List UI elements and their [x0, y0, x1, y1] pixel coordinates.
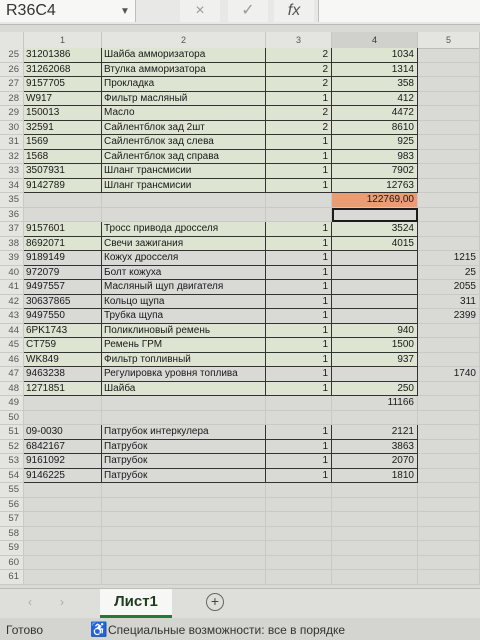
cell[interactable]	[24, 483, 102, 498]
cell[interactable]: 2	[266, 48, 332, 63]
table-row	[0, 309, 480, 324]
cell[interactable]: 311	[418, 295, 480, 310]
table-row	[0, 382, 480, 397]
selected-cell[interactable]	[332, 208, 418, 223]
row-header[interactable]: 55	[0, 483, 24, 498]
cell[interactable]: 3863	[332, 440, 418, 455]
cell[interactable]: Патрубок	[102, 454, 266, 469]
row-header[interactable]: 29	[0, 106, 24, 121]
sheet-tab-bar	[0, 588, 480, 619]
cell[interactable]	[266, 527, 332, 542]
cell[interactable]: 1	[266, 280, 332, 295]
row-header[interactable]: 38	[0, 237, 24, 252]
cell[interactable]: 12763	[332, 179, 418, 194]
cell[interactable]: 1	[266, 150, 332, 165]
cell[interactable]	[24, 193, 102, 208]
table-row	[0, 498, 480, 513]
cell[interactable]: Сайлентблок зад слева	[102, 135, 266, 150]
cell[interactable]	[418, 541, 480, 556]
cell[interactable]: 2	[266, 106, 332, 121]
row-header[interactable]: 46	[0, 353, 24, 368]
cell[interactable]	[332, 251, 418, 266]
cell[interactable]	[418, 208, 480, 223]
status-bar	[0, 618, 480, 640]
cell[interactable]	[102, 541, 266, 556]
table-row	[0, 527, 480, 542]
cell[interactable]	[266, 396, 332, 411]
cell[interactable]	[418, 179, 480, 194]
cell[interactable]: 2	[266, 121, 332, 136]
cell[interactable]: 1	[266, 222, 332, 237]
cell[interactable]: Прокладка	[102, 77, 266, 92]
cell[interactable]: 4472	[332, 106, 418, 121]
cell[interactable]: Фильтр масляный	[102, 92, 266, 107]
row-header[interactable]: 37	[0, 222, 24, 237]
cell[interactable]: 2121	[332, 425, 418, 440]
cell[interactable]	[418, 556, 480, 571]
table-row	[0, 150, 480, 165]
cell[interactable]: Поликлиновый ремень	[102, 324, 266, 339]
cell[interactable]: 1500	[332, 338, 418, 353]
cell[interactable]	[418, 193, 480, 208]
cell[interactable]	[418, 150, 480, 165]
table-row	[0, 251, 480, 266]
table-row	[0, 280, 480, 295]
cell[interactable]: 1	[266, 382, 332, 397]
row-header[interactable]: 43	[0, 309, 24, 324]
cell[interactable]	[418, 237, 480, 252]
table-row	[0, 106, 480, 121]
cell[interactable]	[332, 556, 418, 571]
cell[interactable]	[418, 440, 480, 455]
cell[interactable]: Шланг трансмисии	[102, 179, 266, 194]
cell[interactable]: 2	[266, 63, 332, 78]
cell[interactable]	[266, 411, 332, 426]
cell[interactable]	[418, 338, 480, 353]
cell[interactable]: 1314	[332, 63, 418, 78]
cell[interactable]	[266, 512, 332, 527]
cell[interactable]	[332, 309, 418, 324]
column-header[interactable]: 4	[332, 32, 418, 48]
cell[interactable]: 3524	[332, 222, 418, 237]
cell[interactable]	[102, 208, 266, 223]
cell[interactable]	[266, 556, 332, 571]
cell[interactable]: 2	[266, 77, 332, 92]
cell[interactable]: 7902	[332, 164, 418, 179]
row-header[interactable]: 57	[0, 512, 24, 527]
cell[interactable]: 8692071	[24, 237, 102, 252]
cell[interactable]	[418, 469, 480, 484]
row-header[interactable]: 50	[0, 411, 24, 426]
cell[interactable]	[418, 512, 480, 527]
cell[interactable]: 1215	[418, 251, 480, 266]
row-header[interactable]: 52	[0, 440, 24, 455]
cell[interactable]	[418, 106, 480, 121]
cell[interactable]	[24, 411, 102, 426]
table-row	[0, 396, 480, 411]
cell[interactable]: Трубка щупа	[102, 309, 266, 324]
row-header[interactable]: 56	[0, 498, 24, 513]
cell[interactable]: Шланг трансмисии	[102, 164, 266, 179]
cell[interactable]: 1	[266, 469, 332, 484]
cell[interactable]: 1271851	[24, 382, 102, 397]
cell[interactable]	[332, 512, 418, 527]
row-header[interactable]: 51	[0, 425, 24, 440]
row-header[interactable]: 26	[0, 63, 24, 78]
table-row	[0, 338, 480, 353]
cell[interactable]: 1	[266, 179, 332, 194]
row-header[interactable]: 39	[0, 251, 24, 266]
cell[interactable]	[102, 512, 266, 527]
cell[interactable]: 1569	[24, 135, 102, 150]
row-header[interactable]: 42	[0, 295, 24, 310]
cell[interactable]	[418, 77, 480, 92]
cell[interactable]: W917	[24, 92, 102, 107]
cell[interactable]: Сайлентблок зад справа	[102, 150, 266, 165]
row-header[interactable]: 53	[0, 454, 24, 469]
cell[interactable]: Кожух дросселя	[102, 251, 266, 266]
cell[interactable]: 1568	[24, 150, 102, 165]
table-row	[0, 440, 480, 455]
cell[interactable]: 25	[418, 266, 480, 281]
cell[interactable]	[102, 556, 266, 571]
cell[interactable]: 972079	[24, 266, 102, 281]
cell[interactable]: 1	[266, 324, 332, 339]
row-header[interactable]: 60	[0, 556, 24, 571]
cell[interactable]: Фильтр топливный	[102, 353, 266, 368]
cell[interactable]	[418, 92, 480, 107]
cell[interactable]	[24, 512, 102, 527]
row-header[interactable]: 34	[0, 179, 24, 194]
cell[interactable]	[102, 411, 266, 426]
cell[interactable]: Тросс привода дросселя	[102, 222, 266, 237]
table-row	[0, 179, 480, 194]
table-row	[0, 454, 480, 469]
accessibility-icon[interactable]: ♿	[90, 621, 108, 637]
cell[interactable]: 940	[332, 324, 418, 339]
table-row	[0, 367, 480, 382]
chevron-down-icon[interactable]: ▼	[120, 6, 130, 17]
cell[interactable]: 9497557	[24, 280, 102, 295]
cell[interactable]: Ремень ГРМ	[102, 338, 266, 353]
cell[interactable]: 2399	[418, 309, 480, 324]
table-row	[0, 48, 480, 63]
cell[interactable]: 1	[266, 266, 332, 281]
row-header[interactable]: 40	[0, 266, 24, 281]
cell[interactable]: Масляный щуп двигателя	[102, 280, 266, 295]
cell[interactable]: Болт кожуха	[102, 266, 266, 281]
cell[interactable]: Свечи зажигания	[102, 237, 266, 252]
table-row	[0, 237, 480, 252]
cell[interactable]: Патрубок интеркулера	[102, 425, 266, 440]
select-all-corner[interactable]	[0, 32, 24, 48]
cell[interactable]: 358	[332, 77, 418, 92]
cell[interactable]: 9497550	[24, 309, 102, 324]
cell[interactable]	[418, 411, 480, 426]
cell[interactable]: 250	[332, 382, 418, 397]
enter-icon[interactable]: ✓	[228, 0, 268, 22]
cell[interactable]	[418, 498, 480, 513]
table-row	[0, 121, 480, 136]
table-row	[0, 483, 480, 498]
cell[interactable]: 9189149	[24, 251, 102, 266]
cell[interactable]: Патрубок	[102, 469, 266, 484]
row-header[interactable]: 54	[0, 469, 24, 484]
cell[interactable]	[102, 396, 266, 411]
row-header[interactable]: 33	[0, 164, 24, 179]
cell[interactable]	[418, 121, 480, 136]
cell[interactable]: 9161092	[24, 454, 102, 469]
cell[interactable]: 150013	[24, 106, 102, 121]
cell[interactable]	[266, 208, 332, 223]
cell[interactable]	[102, 570, 266, 585]
cell[interactable]: 1	[266, 135, 332, 150]
cell[interactable]: 32591	[24, 121, 102, 136]
cell[interactable]: 2055	[418, 280, 480, 295]
cell[interactable]: 1	[266, 454, 332, 469]
formula-input[interactable]	[318, 0, 480, 22]
column-header[interactable]: 1	[24, 32, 102, 48]
cell[interactable]	[24, 556, 102, 571]
cell[interactable]: 1	[266, 353, 332, 368]
table-row	[0, 208, 480, 223]
column-header[interactable]: 5	[418, 32, 480, 48]
chevron-left-icon[interactable]: ‹	[28, 595, 32, 609]
cell[interactable]	[418, 63, 480, 78]
cell[interactable]: Втулка амморизатора	[102, 63, 266, 78]
cell[interactable]: 1810	[332, 469, 418, 484]
cell[interactable]: Патрубок	[102, 440, 266, 455]
cell[interactable]: Кольцо щупа	[102, 295, 266, 310]
cell[interactable]: 4015	[332, 237, 418, 252]
table-row	[0, 77, 480, 92]
table-row	[0, 570, 480, 585]
table-row	[0, 512, 480, 527]
cell[interactable]: 925	[332, 135, 418, 150]
cell[interactable]: 31201386	[24, 48, 102, 63]
table-row	[0, 92, 480, 107]
formula-bar	[0, 0, 480, 25]
table-row	[0, 63, 480, 78]
cell[interactable]	[418, 164, 480, 179]
row-header[interactable]: 35	[0, 193, 24, 208]
row-header[interactable]: 58	[0, 527, 24, 542]
cell[interactable]	[418, 382, 480, 397]
cell[interactable]	[24, 498, 102, 513]
cell[interactable]	[418, 324, 480, 339]
cell[interactable]: 1	[266, 164, 332, 179]
cell[interactable]	[332, 527, 418, 542]
cell[interactable]	[418, 353, 480, 368]
cell[interactable]	[266, 498, 332, 513]
cell[interactable]	[332, 266, 418, 281]
column-header[interactable]: 2	[102, 32, 266, 48]
table-row	[0, 266, 480, 281]
cell[interactable]	[332, 570, 418, 585]
cell[interactable]: 1	[266, 367, 332, 382]
cell[interactable]: 30637865	[24, 295, 102, 310]
cell[interactable]	[418, 483, 480, 498]
cell[interactable]: 11166	[332, 396, 418, 411]
cell[interactable]: 9463238	[24, 367, 102, 382]
cell[interactable]: Масло	[102, 106, 266, 121]
cell[interactable]: 9146225	[24, 469, 102, 484]
cell[interactable]	[418, 222, 480, 237]
cell[interactable]	[24, 208, 102, 223]
chevron-right-icon[interactable]: ›	[60, 595, 64, 609]
status-ready: Готово	[6, 623, 44, 637]
cell[interactable]: 1	[266, 309, 332, 324]
accessibility-status[interactable]: Специальные возможности: все в порядке	[108, 623, 346, 637]
cell[interactable]: 1	[266, 338, 332, 353]
insert-function-button[interactable]: fx	[274, 0, 314, 22]
cell[interactable]	[102, 527, 266, 542]
cell[interactable]: 1	[266, 425, 332, 440]
cell[interactable]: 31262068	[24, 63, 102, 78]
cell[interactable]	[102, 193, 266, 208]
sheet-tab[interactable]: Лист1	[100, 589, 172, 618]
table-row	[0, 469, 480, 484]
cell[interactable]	[332, 483, 418, 498]
row-header[interactable]: 47	[0, 367, 24, 382]
cell[interactable]	[24, 570, 102, 585]
row-header[interactable]: 28	[0, 92, 24, 107]
cell[interactable]: 1034	[332, 48, 418, 63]
row-header[interactable]: 59	[0, 541, 24, 556]
column-header-bar	[0, 32, 480, 49]
row-header[interactable]: 31	[0, 135, 24, 150]
cell[interactable]	[418, 396, 480, 411]
cell[interactable]: Сайлентблок зад 2шт	[102, 121, 266, 136]
cell[interactable]: 9157705	[24, 77, 102, 92]
cell[interactable]: 1	[266, 92, 332, 107]
cell[interactable]: Шайба	[102, 382, 266, 397]
cell[interactable]: CT759	[24, 338, 102, 353]
cell[interactable]: 1	[266, 251, 332, 266]
cell[interactable]	[266, 570, 332, 585]
row-header[interactable]: 32	[0, 150, 24, 165]
cell[interactable]	[332, 498, 418, 513]
row-header[interactable]: 27	[0, 77, 24, 92]
name-box-value: R36C4	[6, 2, 56, 19]
cell[interactable]: 8610	[332, 121, 418, 136]
cell[interactable]	[418, 527, 480, 542]
cell[interactable]	[418, 135, 480, 150]
cell[interactable]	[24, 541, 102, 556]
row-header[interactable]: 30	[0, 121, 24, 136]
cell[interactable]: 122769,00	[332, 193, 418, 208]
row-header[interactable]: 45	[0, 338, 24, 353]
row-header[interactable]: 41	[0, 280, 24, 295]
cell[interactable]	[266, 193, 332, 208]
cell[interactable]: 412	[332, 92, 418, 107]
cell[interactable]: 937	[332, 353, 418, 368]
cell[interactable]: 1	[266, 440, 332, 455]
add-sheet-icon[interactable]: +	[206, 593, 224, 611]
cell[interactable]: 2070	[332, 454, 418, 469]
cell[interactable]: Шайба амморизатора	[102, 48, 266, 63]
cell[interactable]	[266, 541, 332, 556]
table-row	[0, 411, 480, 426]
cell[interactable]	[418, 425, 480, 440]
cell[interactable]	[24, 396, 102, 411]
table-row	[0, 556, 480, 571]
cell[interactable]: 3507931	[24, 164, 102, 179]
table-row	[0, 135, 480, 150]
cell[interactable]	[102, 483, 266, 498]
cell[interactable]: WK849	[24, 353, 102, 368]
cell[interactable]	[418, 48, 480, 63]
cell[interactable]: 1740	[418, 367, 480, 382]
cell[interactable]: 6PK1743	[24, 324, 102, 339]
row-header[interactable]: 44	[0, 324, 24, 339]
cell[interactable]: Регулировка уровня топлива	[102, 367, 266, 382]
row-header[interactable]: 25	[0, 48, 24, 63]
table-row	[0, 425, 480, 440]
cell[interactable]: 09-0030	[24, 425, 102, 440]
cell[interactable]	[332, 295, 418, 310]
table-row	[0, 164, 480, 179]
cell[interactable]: 983	[332, 150, 418, 165]
table-row	[0, 324, 480, 339]
row-header[interactable]: 48	[0, 382, 24, 397]
cell[interactable]: 1	[266, 237, 332, 252]
table-row	[0, 222, 480, 237]
row-header[interactable]: 61	[0, 570, 24, 585]
table-row	[0, 541, 480, 556]
cell[interactable]	[332, 411, 418, 426]
column-header[interactable]: 3	[266, 32, 332, 48]
table-row	[0, 295, 480, 310]
table-row	[0, 193, 480, 208]
cell[interactable]	[332, 280, 418, 295]
cell[interactable]	[24, 527, 102, 542]
row-header[interactable]: 49	[0, 396, 24, 411]
cell[interactable]	[418, 454, 480, 469]
cell[interactable]	[418, 570, 480, 585]
row-header[interactable]: 36	[0, 208, 24, 223]
cancel-icon[interactable]: ×	[180, 0, 220, 22]
name-box[interactable]	[0, 0, 136, 22]
cell[interactable]: 9157601	[24, 222, 102, 237]
cell[interactable]	[102, 498, 266, 513]
cell[interactable]	[266, 483, 332, 498]
cell[interactable]	[332, 367, 418, 382]
cell[interactable]	[332, 541, 418, 556]
cell[interactable]: 9142789	[24, 179, 102, 194]
cell[interactable]: 6842167	[24, 440, 102, 455]
cell[interactable]: 1	[266, 295, 332, 310]
table-row	[0, 353, 480, 368]
